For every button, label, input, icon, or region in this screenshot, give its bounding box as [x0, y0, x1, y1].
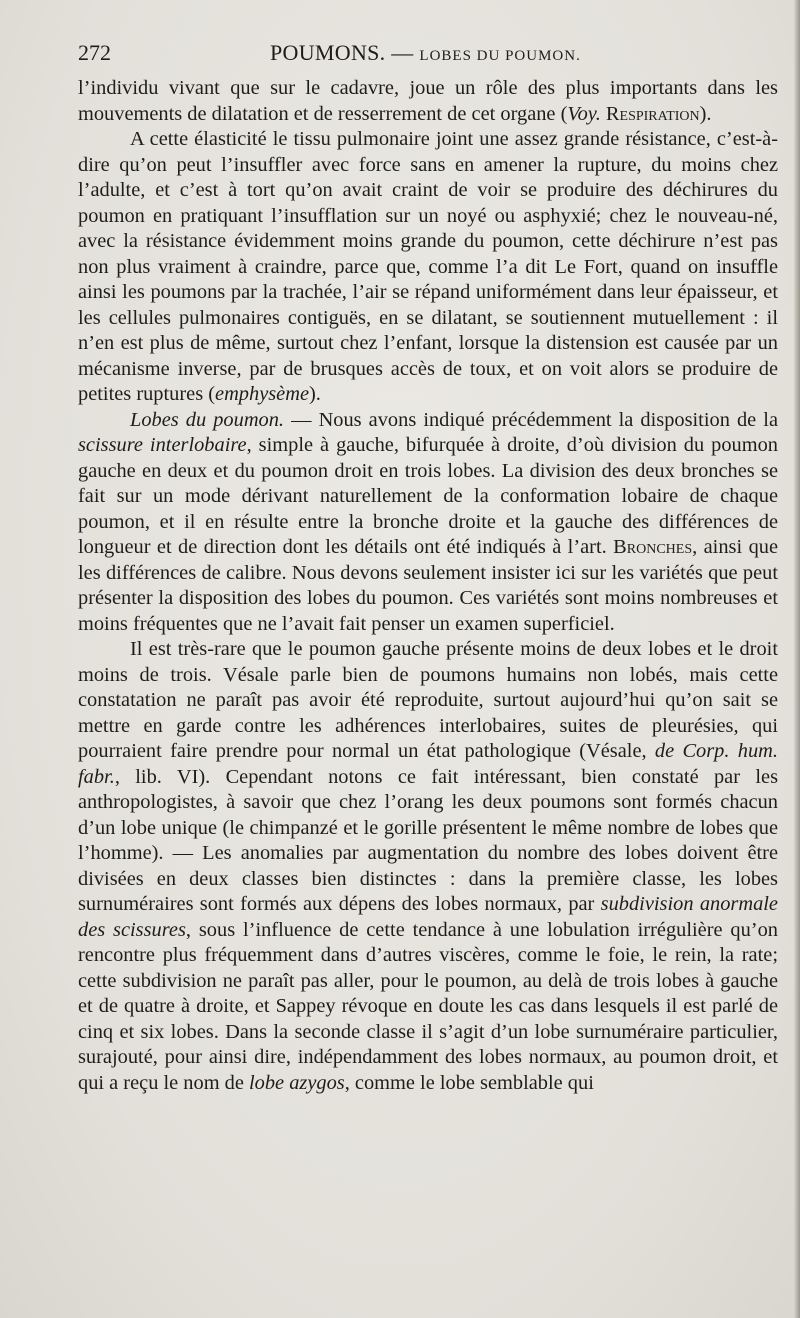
- running-title-main: POUMONS.: [270, 40, 386, 65]
- italic-text: emphysème: [215, 383, 310, 405]
- text-run: , lib. VI). Cependant notons ce fait intéressant, bien constaté par les anthropologistes, à savoir que chez l’orang les deux poumons sont formés chacun d’un lobe unique (le chimpanzé et le gorille présentent le même nombre de lobes que l’homme). — Les anomalies par augmentation du nombre des lobes doivent être divisées en deux classes bien distinctes : dans la première classe, les lobes surnuméraires sont formés aux dépens des lobes normaux, par: [78, 765, 778, 915]
- text-run: , comme le lobe semblable qui: [344, 1071, 594, 1094]
- paragraph: [78, 76, 778, 127]
- running-header: [78, 40, 778, 70]
- text-run: Il est très-rare que le poumon gauche présente moins de deux lobes et le droit moins de trois. Vésale parle bien de poumons humains non lobés, mais cette constatation ne paraît pas avoir été reproduite, surtout aujourd’hui qu’on sait se mettre en garde contre les adhérences interlobaires, suites de pleurésies, qui pourraient faire prendre pour normal un état pathologique (Vésale,: [78, 638, 778, 762]
- small-caps-text: Respiration: [605, 102, 700, 125]
- text-run: ).: [699, 102, 712, 125]
- italic-text: Voy.: [567, 102, 601, 125]
- italic-text: Lobes du poumon.: [130, 408, 285, 431]
- italic-text: lobe azygos: [249, 1071, 345, 1094]
- text-run: — Nous avons indiqué précédemment la disposition de la: [284, 408, 778, 431]
- text-run: A cette élasticité le tissu pulmonaire joint une assez grande résistance, c’est-à-dire qu’on peut l’insuffler avec force sans en amener la rupture, du moins chez l’adulte, et c’est à tort qu’on avait craint de voir se produire des déchirures du poumon en pratiquant l’insufflation sur un noyé ou asphyxié; chez le nouveau-né, avec la résistance évidemment moins grande du poumon, cette déchirure n’est pas non plus vraiment à craindre, parce que, comme l’a dit Le Fort, quand on insuffle ainsi les poumons par la trachée, l’air se répand uniformément dans leur épaisseur, et les cellules pulmonaires contiguës, en se dilatant, se soutiennent mutuellement : il n’en est plus de même, surtout chez l’enfant, lorsque la distension est causée par un mécanisme inverse, par de brusques accès de toux, et on voit alors se produire de petites ruptures (: [78, 128, 778, 405]
- text-run: l’individu vivant que sur le cadavre, joue un rôle des plus importants dans les mouvements de dilatation et de resserrement de cet organe (: [78, 77, 778, 125]
- text-run: , simple à gauche, bifurquée à droite, d’où division du poumon gauche en deux et du poumon droit en trois lobes. La division des deux bronches se fait sur un mode dérivant naturellement de la conformation lobaire de chaque poumon, et il en résulte entre la bronche droite et la gauche des différences de longueur et de direction dont les détails ont été indiqués à l’art.: [78, 434, 778, 558]
- text-run: , sous l’influence de cette tendance à une lobulation irrégulière qu’on rencontre plus fréquemment dans d’autres viscères, comme le foie, le rein, la rate; cette subdivision ne paraît pas aller, pour le poumon, au delà de trois lobes à gauche et de quatre à droite, et Sappey révoque en doute les cas dans lesquels il est parlé de cinq et six lobes. Dans la seconde classe il s’agit d’un lobe surnuméraire particulier, surajouté, pour ainsi dire, indépendamment des lobes normaux, au poumon droit, et qui a reçu le nom de: [78, 918, 778, 1094]
- running-title-separator: —: [391, 40, 414, 65]
- italic-text: de Corp. hum. fabr.: [78, 740, 778, 788]
- italic-text: scissure interlobaire: [78, 434, 247, 456]
- small-caps-text: Bronches: [613, 536, 693, 558]
- running-title-subtitle: LOBES DU POUMON.: [419, 48, 581, 64]
- text-run: ).: [309, 383, 321, 405]
- paragraph: [78, 127, 778, 408]
- body-text: [78, 76, 778, 1096]
- running-title: [270, 40, 581, 66]
- paragraph: [78, 408, 778, 638]
- italic-text: subdivision anormale des scissures: [78, 893, 778, 941]
- text-run: , ainsi que les différences de calibre. Nous devons seulement insister ici sur les variétés que peut présenter la disposition des lobes du poumon. Ces variétés sont moins nombreuses et moins fréquentes que ne l’avait fait penser un examen superficiel.: [78, 536, 779, 635]
- paragraph: [78, 637, 778, 1096]
- page-number: 272: [78, 40, 111, 65]
- page-edge: [794, 0, 800, 1318]
